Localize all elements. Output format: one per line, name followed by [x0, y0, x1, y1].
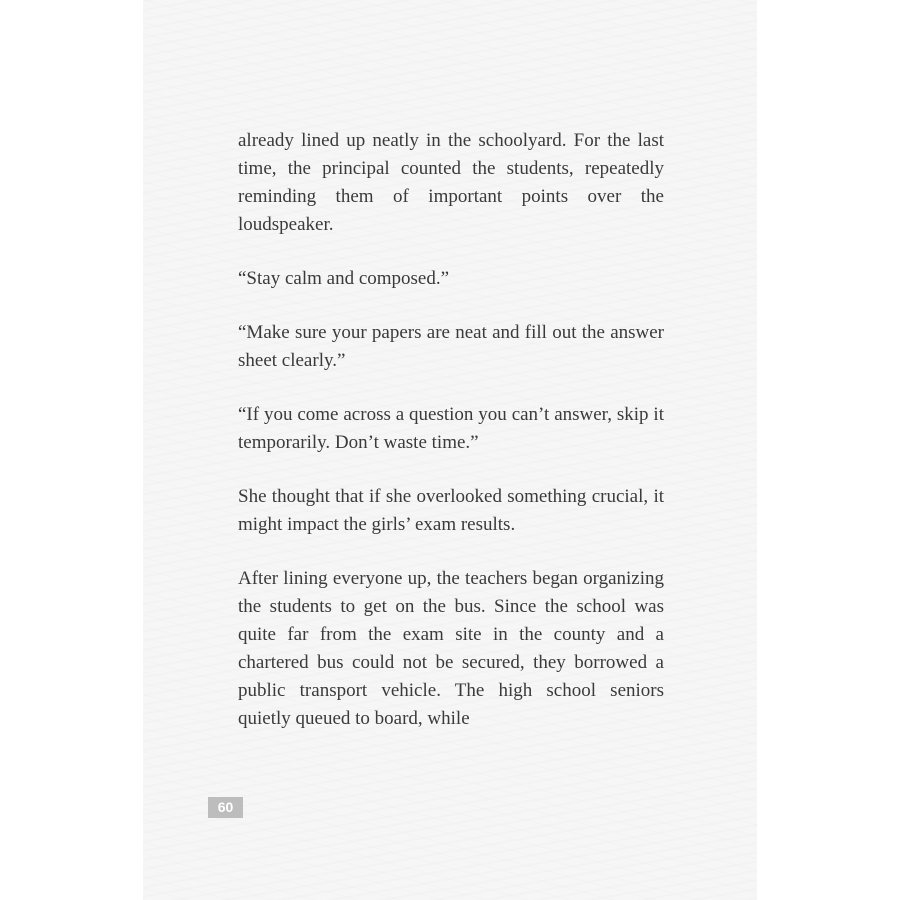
book-page [143, 0, 757, 900]
paragraph: “If you come across a question you can’t answer, skip it temporarily. Don’t waste time.” [238, 404, 664, 453]
page-number-badge: 60 [208, 797, 243, 818]
paragraph: “Make sure your papers are neat and fill out the answer sheet clearly.” [238, 322, 664, 371]
body-text [238, 127, 664, 759]
paragraph: After lining everyone up, the teachers began organizing the students to get on the bus. Since the school was quite far from the exam site in the county and a chartered bus could not be secured, they borrowed a public transport vehicle. The high school seniors quietly queued to board, while [238, 568, 664, 729]
paragraph: already lined up neatly in the schoolyard. For the last time, the principal counted the students, repeatedly reminding them of important points over the loudspeaker. [238, 130, 664, 235]
paragraph: She thought that if she overlooked something crucial, it might impact the girls’ exam results. [238, 486, 664, 535]
paragraph: “Stay calm and composed.” [238, 268, 450, 289]
